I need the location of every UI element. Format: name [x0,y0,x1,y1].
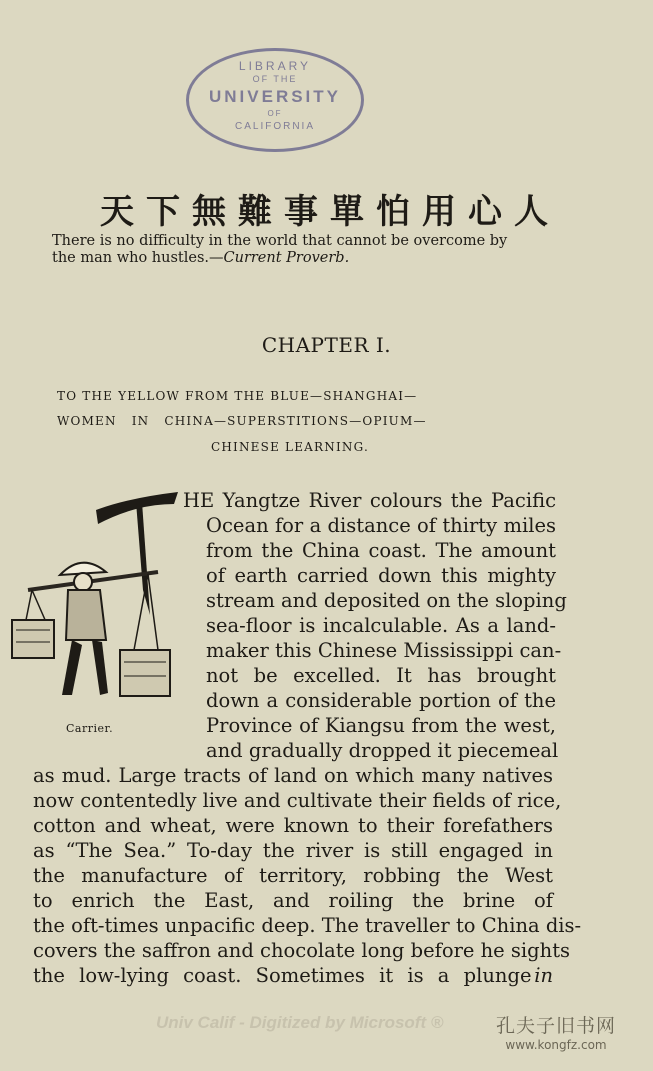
stamp-line-library: LIBRARY [238,59,312,73]
stamp-line-of-the: OF THE [252,74,298,84]
drop-cap-t-icon [96,492,178,615]
carrier-illustration [8,490,183,715]
body-line-17: to enrich the East, and roiling the brine of [33,889,553,912]
body-line-12: as mud. Large tracts of land on which many natives [33,764,553,787]
body-line-11: and gradually dropped it piecemeal [206,739,559,762]
stamp-line-university: UNIVERSITY [208,87,342,106]
body-line-3: from the China coast. The amount [206,539,556,562]
body-line-1: HE Yangtze River colours the Pacific [183,489,556,512]
body-line-13: now contentedly live and cultivate their fields of rice, [33,789,562,812]
chapter-title: CHAPTER I. [261,333,392,357]
body-line-20 [33,963,553,988]
body-line-14: cotton and wheat, were known to their forefathers [33,814,553,837]
proverb-line-2: the man who hustles.— [52,250,224,266]
body-line-18: the oft-times unpacific deep. The traveller to China dis- [33,914,582,937]
proverb-line-1: There is no difficulty in the world that cannot be overcome by [52,233,508,249]
body-line-4: of earth carried down this mighty [206,564,556,587]
chapter-subtitle-line-2: WOMEN IN CHINA—SUPERSTITIONS—OPIUM— [57,414,427,428]
site-name: 孔夫子旧书网 [496,1015,617,1037]
body-line-5: stream and deposited on the sloping [206,589,567,612]
chinese-proverb: 天下無難事單怕用心人 [100,192,560,232]
chapter-subtitle-line-1: TO THE YELLOW FROM THE BLUE—SHANGHAI— [57,389,418,403]
site-url: www.kongfz.com [505,1038,607,1052]
body-line-2: Ocean for a distance of thirty miles [206,514,556,537]
body-line-16: the manufacture of territory, robbing the West [33,864,553,887]
body-line-9: down a considerable portion of the [206,689,556,712]
illustration-caption: Carrier. [66,722,114,735]
site-watermark [496,1011,616,1052]
body-line-7: maker this Chinese Mississippi can- [206,639,562,662]
stamp-line-of: OF [267,109,283,118]
digitization-watermark: Univ Calif - Digitized by Microsoft ® [156,1013,444,1032]
proverb-translation [52,233,562,267]
chapter-subtitle-line-3: CHINESE LEARNING. [211,440,369,454]
proverb-source: Current Proverb. [223,250,350,266]
stamp-line-california: CALIFORNIA [234,121,315,132]
body-line-15: as “The Sea.” To-day the river is still engaged in [33,839,553,862]
body-line-10: Province of Kiangsu from the west, [206,714,556,737]
body-line-19: covers the saffron and chocolate long before he sights [33,939,571,962]
body-line-20-italic: in [534,964,553,987]
body-line-6: sea-floor is incalculable. As a land- [206,614,556,637]
library-stamp [186,48,364,152]
body-line-20-text: the low-lying coast. Sometimes it is a plunge [33,964,532,987]
body-line-8: not be excelled. It has brought [206,664,556,687]
